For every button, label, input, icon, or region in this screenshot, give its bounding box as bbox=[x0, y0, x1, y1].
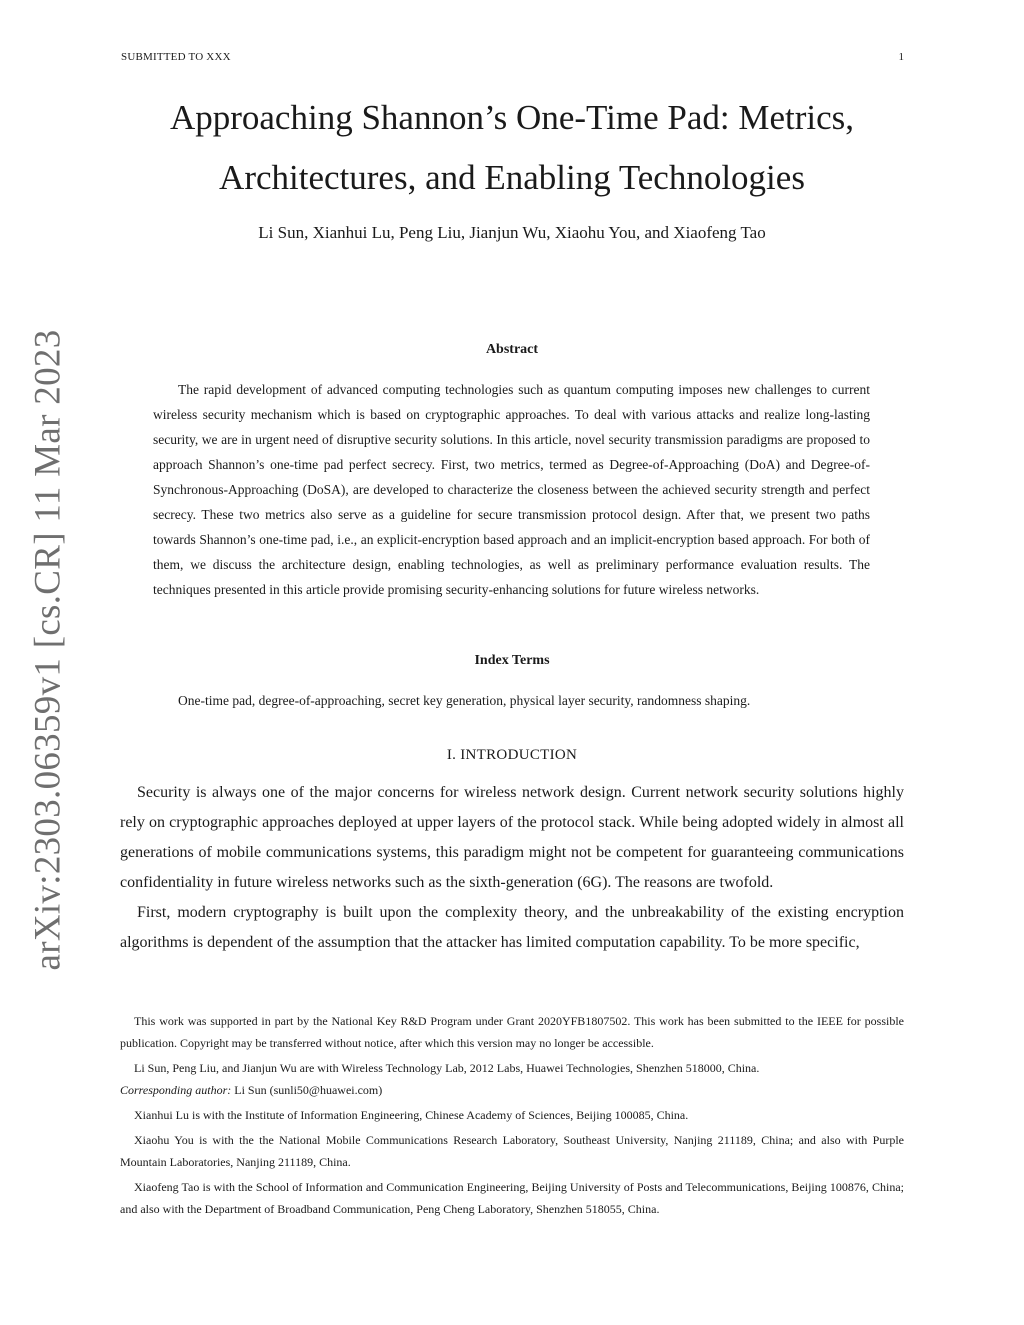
abstract-heading: Abstract bbox=[485, 342, 539, 357]
section-heading bbox=[120, 747, 904, 764]
index-terms-heading: Index Terms bbox=[474, 653, 550, 668]
author-list: Li Sun, Xianhui Lu, Peng Liu, Jianjun Wu, Xiaohu You, and Xiaofeng Tao bbox=[258, 223, 766, 242]
section-numeral: I. bbox=[446, 747, 457, 763]
section-title bbox=[460, 747, 577, 763]
abstract-text: The rapid development of advanced computing technologies such as quantum computing imposes new challenges to current wireless security mechanism which is based on cryptographic approaches. To deal with various attacks and realize long-lasting security, we are in urgent need of disruptive security solutions. In this article, novel security transmission paradigms are proposed to approach Shannon’s one-time pad perfect secrecy. First, two metrics, termed as Degree-of-Approaching (DoA) and Degree-of-Synchronous-Approaching (DoSA), are developed to characterize the closeness between the achieved security strength and perfect secrecy. These two metrics also serve as a guideline for secure transmission protocol design. After that, we present two paths towards Shannon’s one-time pad, i.e., an explicit-encryption based approach and an implicit-encryption based approach. For both of them, we discuss the architecture design, enabling technologies, as well as preliminary performance evaluation results. The techniques presented in this article provide promising security-enhancing solutions for future wireless networks. bbox=[153, 382, 870, 597]
body-paragraph-1: Security is always one of the major concerns for wireless network design. Current network security solutions highly rely on cryptographic approaches deployed at upper layers of the protocol stack. While being adopted widely in almost all generations of mobile communications systems, this paradigm might not be competent for guaranteeing communications confidentiality in future wireless networks such as the sixth-generation (6G). The reasons are twofold. bbox=[120, 784, 904, 891]
section-body bbox=[120, 778, 904, 958]
footnote-affiliation-3: Xiaohu You is with the the National Mobile Communications Research Laboratory, Southeast University, Nanjing 211189, China; and also with Purple Mountain Laboratories, Nanjing 211189, China. bbox=[120, 1133, 904, 1169]
corresponding-author-label: Corresponding author: bbox=[120, 1083, 232, 1097]
footnote-affiliation-4: Xiaofeng Tao is with the School of Information and Communication Engineering, Beijing University of Posts and Telecommunications, Beijing 100876, China; and also with the Department of Broadband Communication, Peng Cheng Laboratory, Shenzhen 518055, China. bbox=[120, 1180, 904, 1216]
body-paragraph-2: First, modern cryptography is built upon the complexity theory, and the unbreakability of the existing encryption algorithms is dependent of the assumption that the attacker has limited computation capability. To be more specific, bbox=[120, 904, 904, 951]
corresponding-author-value: Li Sun (sunli50@huawei.com) bbox=[234, 1083, 383, 1097]
footnote-affiliation-1 bbox=[120, 1057, 904, 1101]
title-line-2: Architectures, and Enabling Technologies bbox=[219, 158, 805, 197]
running-header: SUBMITTED TO XXX bbox=[121, 51, 231, 63]
index-terms-text: One-time pad, degree-of-approaching, secret key generation, physical layer security, randomness shaping. bbox=[178, 693, 751, 708]
footnote-affiliation-2: Xianhui Lu is with the Institute of Information Engineering, Chinese Academy of Sciences, Beijing 100085, China. bbox=[134, 1108, 689, 1122]
footnote-funding: This work was supported in part by the National Key R&D Program under Grant 2020YFB1807502. This work has been submitted to the IEEE for possible publication. Copyright may be transferred without notice, after which this version may no longer be accessible. bbox=[120, 1014, 904, 1050]
section-title-rest: NTRODUCTION bbox=[465, 747, 578, 763]
page-number: 1 bbox=[898, 51, 904, 63]
title-line-1: Approaching Shannon’s One-Time Pad: Metrics, bbox=[169, 98, 855, 137]
footnotes bbox=[120, 1010, 904, 1223]
paper-title bbox=[120, 88, 904, 208]
arxiv-side-stamp: arXiv:2303.06359v1 [cs.CR] 11 Mar 2023 bbox=[27, 329, 69, 971]
section-title-initial: I bbox=[460, 747, 466, 763]
affiliation-1-text: Li Sun, Peng Liu, and Jianjun Wu are with Wireless Technology Lab, 2012 Labs, Huawei Technologies, Shenzhen 518000, China. bbox=[134, 1061, 760, 1075]
